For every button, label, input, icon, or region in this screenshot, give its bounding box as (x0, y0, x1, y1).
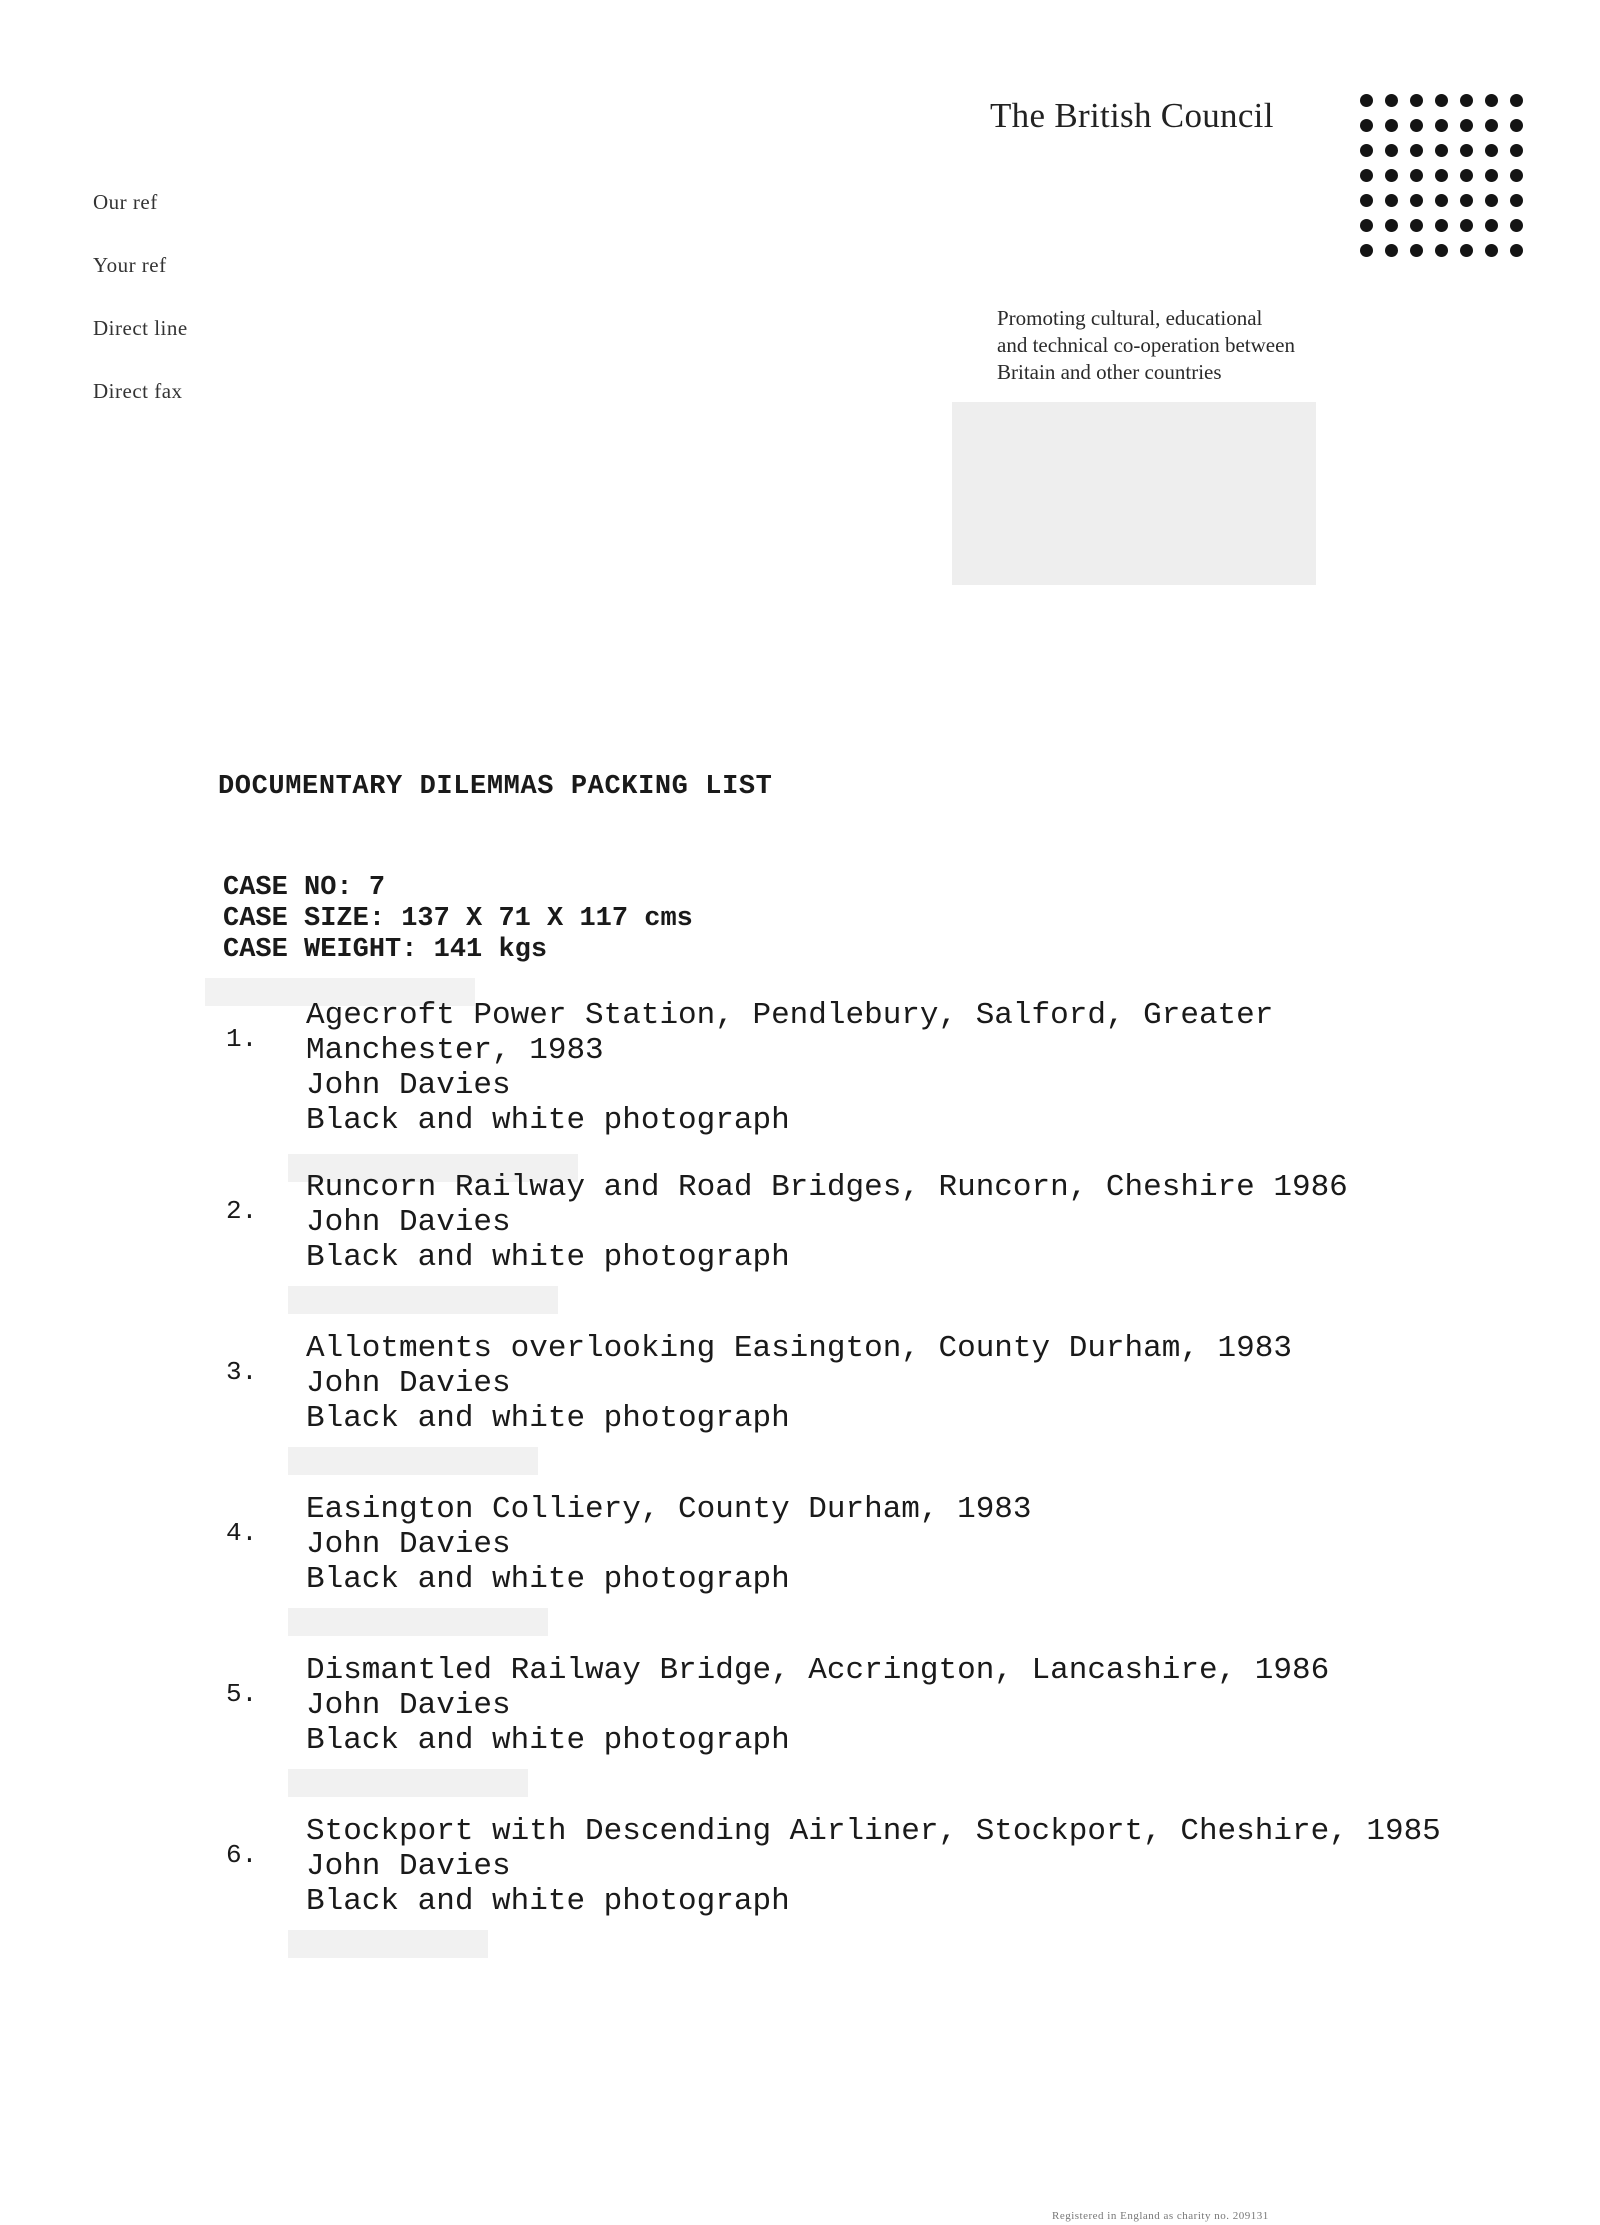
item-title: Runcorn Railway and Road Bridges, Runcorn, Cheshire 1986 (306, 1170, 1348, 1205)
logo-dot (1435, 169, 1448, 182)
logo-dot (1485, 219, 1498, 232)
item-title: Stockport with Descending Airliner, Stockport, Cheshire, 1985 (306, 1814, 1441, 1849)
logo-dot (1435, 219, 1448, 232)
item-number: 1. (226, 1024, 258, 1054)
logo-dot (1510, 244, 1523, 257)
logo-dot (1460, 94, 1473, 107)
redacted-address-block (952, 402, 1316, 585)
case-number: CASE NO: 7 (223, 873, 386, 903)
logo-dot (1460, 144, 1473, 157)
logo-dot (1435, 194, 1448, 207)
item-artist: John Davies (306, 1366, 511, 1401)
item-medium: Black and white photograph (306, 1103, 790, 1138)
item-artist: John Davies (306, 1527, 511, 1562)
logo-dot (1510, 94, 1523, 107)
redacted-catalogue-ref (288, 1930, 488, 1958)
tagline-line: and technical co-operation between (997, 333, 1295, 357)
logo-dot (1360, 94, 1373, 107)
packing-list (226, 998, 1476, 1975)
logo-dot (1485, 94, 1498, 107)
organization-tagline (997, 305, 1397, 386)
logo-dot (1485, 169, 1498, 182)
list-item (226, 1331, 1476, 1492)
redacted-catalogue-ref (288, 1286, 558, 1314)
item-title: Easington Colliery, County Durham, 1983 (306, 1492, 1032, 1527)
list-item (226, 998, 1476, 1170)
logo-dot (1435, 144, 1448, 157)
logo-dot (1510, 119, 1523, 132)
item-number: 5. (226, 1679, 258, 1709)
logo-dot (1510, 194, 1523, 207)
item-number: 6. (226, 1840, 258, 1870)
item-number: 3. (226, 1357, 258, 1387)
logo-dot (1410, 219, 1423, 232)
logo-dot (1360, 169, 1373, 182)
logo-dot (1410, 94, 1423, 107)
logo-dot (1385, 94, 1398, 107)
logo-dot (1485, 119, 1498, 132)
item-number: 4. (226, 1518, 258, 1548)
registration-footer: Registered in England as charity no. 209131 (1052, 2210, 1269, 2222)
redacted-catalogue-ref (288, 1769, 528, 1797)
item-title: Manchester, 1983 (306, 1033, 604, 1068)
item-medium: Black and white photograph (306, 1240, 790, 1275)
tagline-line: Promoting cultural, educational (997, 306, 1263, 330)
british-council-logo-icon (1360, 94, 1523, 257)
item-title: Allotments overlooking Easington, County Durham, 1983 (306, 1331, 1292, 1366)
item-medium: Black and white photograph (306, 1562, 790, 1597)
logo-dot (1385, 119, 1398, 132)
list-item (226, 1170, 1476, 1331)
logo-dot (1485, 244, 1498, 257)
item-artist: John Davies (306, 1849, 511, 1884)
logo-dot (1435, 244, 1448, 257)
logo-dot (1385, 144, 1398, 157)
logo-dot (1360, 119, 1373, 132)
logo-dot (1510, 144, 1523, 157)
organization-name: The British Council (990, 96, 1274, 135)
case-details (223, 873, 693, 966)
case-weight: CASE WEIGHT: 141 kgs (223, 935, 548, 965)
item-artist: John Davies (306, 1688, 511, 1723)
item-number: 2. (226, 1196, 258, 1226)
logo-dot (1510, 169, 1523, 182)
tagline-line: Britain and other countries (997, 360, 1222, 384)
logo-dot (1460, 244, 1473, 257)
logo-dot (1435, 119, 1448, 132)
item-medium: Black and white photograph (306, 1884, 790, 1919)
direct-line-label: Direct line (93, 316, 188, 340)
our-ref-label: Our ref (93, 190, 158, 214)
logo-dot (1460, 169, 1473, 182)
item-medium: Black and white photograph (306, 1723, 790, 1758)
your-ref-label: Your ref (93, 253, 167, 277)
item-artist: John Davies (306, 1068, 511, 1103)
logo-dot (1410, 244, 1423, 257)
direct-fax-label: Direct fax (93, 379, 183, 403)
case-size: CASE SIZE: 137 X 71 X 117 cms (223, 904, 693, 934)
document-title: DOCUMENTARY DILEMMAS PACKING LIST (218, 772, 773, 802)
logo-dot (1410, 194, 1423, 207)
logo-dot (1510, 219, 1523, 232)
logo-dot (1410, 144, 1423, 157)
logo-dot (1360, 194, 1373, 207)
logo-dot (1385, 194, 1398, 207)
logo-dot (1385, 219, 1398, 232)
logo-dot (1460, 194, 1473, 207)
reference-labels (93, 190, 188, 442)
redacted-catalogue-ref (288, 1608, 548, 1636)
logo-dot (1410, 119, 1423, 132)
logo-dot (1460, 119, 1473, 132)
item-medium: Black and white photograph (306, 1401, 790, 1436)
logo-dot (1485, 194, 1498, 207)
logo-dot (1385, 169, 1398, 182)
list-item (226, 1492, 1476, 1653)
logo-dot (1485, 144, 1498, 157)
logo-dot (1410, 169, 1423, 182)
list-item (226, 1814, 1476, 1975)
item-artist: John Davies (306, 1205, 511, 1240)
list-item (226, 1653, 1476, 1814)
logo-dot (1360, 219, 1373, 232)
logo-dot (1460, 219, 1473, 232)
item-title: Dismantled Railway Bridge, Accrington, Lancashire, 1986 (306, 1653, 1330, 1688)
logo-dot (1435, 94, 1448, 107)
item-title: Agecroft Power Station, Pendlebury, Salford, Greater (306, 998, 1274, 1033)
logo-dot (1360, 244, 1373, 257)
logo-dot (1360, 144, 1373, 157)
redacted-catalogue-ref (288, 1447, 538, 1475)
logo-dot (1385, 244, 1398, 257)
